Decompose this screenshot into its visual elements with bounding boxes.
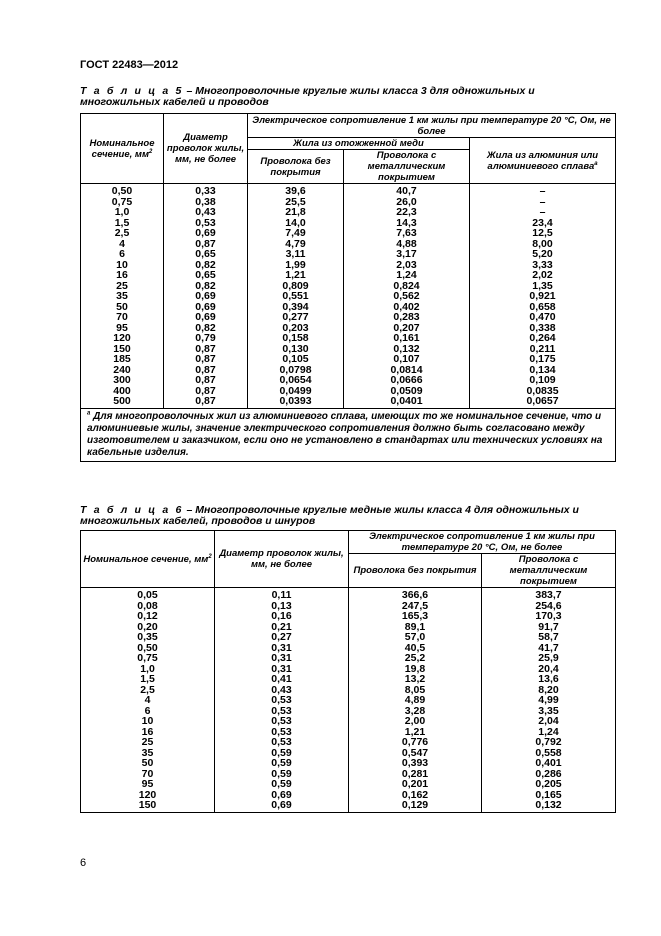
table6-cell: 0,59 — [215, 748, 349, 759]
table6-cell: 4 — [81, 695, 215, 706]
table5-cell: 0,0499 — [248, 386, 344, 397]
table6-cell: 16 — [81, 727, 215, 738]
table5-cell: 0,38 — [164, 197, 248, 208]
table6-row — [81, 779, 616, 790]
table6-row — [81, 632, 616, 643]
table5-cell: 0,0814 — [344, 365, 470, 376]
table5-cell: 0,65 — [164, 270, 248, 281]
table5-col-group: Электрическое сопротивление 1 км жилы при температуре 20 °С, Ом, не более — [248, 114, 616, 138]
table5-cell: 0,75 — [81, 197, 164, 208]
table6-cell: 0,21 — [215, 622, 349, 633]
table5-cell: 0,562 — [344, 291, 470, 302]
table5-cell: 70 — [81, 312, 164, 323]
table6-cell: 13,6 — [482, 674, 616, 685]
table6-cell: 57,0 — [349, 632, 482, 643]
table6-cell: 0,13 — [215, 601, 349, 612]
table6-cell: 25,2 — [349, 653, 482, 664]
table6-row — [81, 685, 616, 696]
table6-cell: 58,7 — [482, 632, 616, 643]
table6-cell: 0,205 — [482, 779, 616, 790]
table6-cell: 70 — [81, 769, 215, 780]
table5-cell: 0,0509 — [344, 386, 470, 397]
table6-cell: 247,5 — [349, 601, 482, 612]
table6-cell: 0,35 — [81, 632, 215, 643]
table6-cell: 0,59 — [215, 779, 349, 790]
table6-cell: 91,7 — [482, 622, 616, 633]
table5-row — [81, 207, 616, 218]
table5-cell: 150 — [81, 344, 164, 355]
table5-cell: 14,0 — [248, 218, 344, 229]
table5-cell: 12,5 — [470, 228, 616, 239]
table6-cell: 0,401 — [482, 758, 616, 769]
table5-cell: 0,0666 — [344, 375, 470, 386]
table5-cell: 40,7 — [344, 184, 470, 197]
table5-cell: 185 — [81, 354, 164, 365]
table6-cell: 0,776 — [349, 737, 482, 748]
table6-cell: 0,11 — [215, 588, 349, 601]
table5-cell: 2,5 — [81, 228, 164, 239]
table5-row — [81, 270, 616, 281]
table6-cell: 89,1 — [349, 622, 482, 633]
table6-cell: 0,53 — [215, 716, 349, 727]
table6-cell: 25,9 — [482, 653, 616, 664]
table6-cell: 0,08 — [81, 601, 215, 612]
table6-row — [81, 706, 616, 717]
table6-cell: 0,69 — [215, 800, 349, 812]
table6-row — [81, 622, 616, 633]
table6-cell: 0,27 — [215, 632, 349, 643]
table6-cell: 150 — [81, 800, 215, 812]
table5-caption-text: – Многопроволочные круглые жилы класса 3 для одножильных и многожильных кабелей и проводов — [80, 85, 535, 108]
table5-cell: 0,33 — [164, 184, 248, 197]
table6-cell: 0,286 — [482, 769, 616, 780]
table6-cell: 95 — [81, 779, 215, 790]
table6-col-bare: Проволока без покрытия — [349, 554, 482, 588]
table5-row — [81, 375, 616, 386]
table6-cell: 40,5 — [349, 643, 482, 654]
table6-cell: 0,201 — [349, 779, 482, 790]
table5-cell: 0,109 — [470, 375, 616, 386]
table6-row — [81, 716, 616, 727]
table5-cell: 0,203 — [248, 323, 344, 334]
table5-cell: 0,69 — [164, 228, 248, 239]
table5-caption-label: Т а б л и ц а 5 — [80, 85, 184, 97]
table5-cell: 0,105 — [248, 354, 344, 365]
table5-cell: 0,0393 — [248, 396, 344, 408]
table6-cell: 0,43 — [215, 685, 349, 696]
table6-cell: 0,50 — [81, 643, 215, 654]
table6-cell: 0,12 — [81, 611, 215, 622]
table5-cell: 400 — [81, 386, 164, 397]
table5-cell: 0,130 — [248, 344, 344, 355]
table5-cell: 95 — [81, 323, 164, 334]
table6-col-section: Номинальное сечение, $мм^2$ — [81, 531, 215, 588]
table6-cell: 0,132 — [482, 800, 616, 812]
table6-cell: 0,53 — [215, 727, 349, 738]
table5-cell: 0,69 — [164, 302, 248, 313]
table6-cell: 120 — [81, 790, 215, 801]
table5-cell: 0,69 — [164, 291, 248, 302]
table6-cell: 4,89 — [349, 695, 482, 706]
table6-cell: 2,00 — [349, 716, 482, 727]
table6-cell: 2,04 — [482, 716, 616, 727]
table5-cell: 0,50 — [81, 184, 164, 197]
table5-cell: 22,3 — [344, 207, 470, 218]
table5-cell: 1,99 — [248, 260, 344, 271]
table6-cell: 25 — [81, 737, 215, 748]
table5-cell: 0,82 — [164, 323, 248, 334]
table5-cell: 2,03 — [344, 260, 470, 271]
table5-cell: 1,21 — [248, 270, 344, 281]
table5-cell: 25,5 — [248, 197, 344, 208]
table5-cell: 0,402 — [344, 302, 470, 313]
table5-cell: 0,107 — [344, 354, 470, 365]
table5-cell: 0,0798 — [248, 365, 344, 376]
table5-cell: 0,277 — [248, 312, 344, 323]
table5-cell: – — [470, 184, 616, 197]
table6-cell: 2,5 — [81, 685, 215, 696]
table6-cell: 0,53 — [215, 706, 349, 717]
table5-col-subgroup: Жила из отожженной меди — [248, 138, 470, 150]
table5-cell: 39,6 — [248, 184, 344, 197]
table5-caption — [80, 86, 615, 108]
table6 — [80, 530, 616, 813]
table5-cell: 0,134 — [470, 365, 616, 376]
table5-cell: 0,0835 — [470, 386, 616, 397]
table5-cell: 4,88 — [344, 239, 470, 250]
table5-cell: 1,35 — [470, 281, 616, 292]
table5-cell: 0,394 — [248, 302, 344, 313]
table6-cell: 0,31 — [215, 643, 349, 654]
table5-cell: 0,207 — [344, 323, 470, 334]
table5-row — [81, 291, 616, 302]
table6-cell: 0,53 — [215, 737, 349, 748]
table6-cell: 0,41 — [215, 674, 349, 685]
table6-cell: 0,792 — [482, 737, 616, 748]
table5-cell: 4 — [81, 239, 164, 250]
table5-cell: 0,65 — [164, 249, 248, 260]
table5-cell: 0,87 — [164, 239, 248, 250]
table6-cell: 3,35 — [482, 706, 616, 717]
table5-cell: 0,0654 — [248, 375, 344, 386]
table5-cell: 0,87 — [164, 354, 248, 365]
table5 — [80, 113, 616, 462]
table5-col-aluminium: Жила из алюминия или алюминиевого сплава$^а$ — [470, 138, 616, 184]
table5-row — [81, 184, 616, 197]
table5-cell: 120 — [81, 333, 164, 344]
table6-cell: 0,75 — [81, 653, 215, 664]
table5-cell: 23,4 — [470, 218, 616, 229]
table5-cell: 0,69 — [164, 312, 248, 323]
table6-cell: 0,59 — [215, 769, 349, 780]
table5-cell: 0,175 — [470, 354, 616, 365]
table5-cell: 3,11 — [248, 249, 344, 260]
table5-cell: 21,8 — [248, 207, 344, 218]
table6-cell: 0,53 — [215, 695, 349, 706]
table6-row — [81, 653, 616, 664]
table6-cell: 0,558 — [482, 748, 616, 759]
table5-col-section: Номинальное сечение, $мм^2$ — [81, 114, 164, 184]
table6-caption-label: Т а б л и ц а 6 — [80, 504, 184, 516]
table5-cell: 0,551 — [248, 291, 344, 302]
table5-cell: 0,87 — [164, 375, 248, 386]
table5-cell: 3,33 — [470, 260, 616, 271]
table5-col-diameter: Диаметр проволок жилы, мм, не более — [164, 114, 248, 184]
table5-cell: 1,5 — [81, 218, 164, 229]
table6-caption — [80, 505, 615, 527]
table5-footnote: $^а$ Для многопроволочных жил из алюминиевого сплава, имеющих то же номинальное сечение, что и алюминиевые жилы, значение электрического сопротивления должно быть согласовано между изготовителем и заказчиком, если оно не установлено в стандартах или технических условиях на кабельные изделия. — [81, 408, 616, 461]
table6-cell: 1,0 — [81, 664, 215, 675]
table6-row — [81, 674, 616, 685]
table5-cell: 0,809 — [248, 281, 344, 292]
table5-cell: 4,79 — [248, 239, 344, 250]
table5-cell: 0,283 — [344, 312, 470, 323]
table6-cell: 366,6 — [349, 588, 482, 601]
table6-row — [81, 695, 616, 706]
table6-row — [81, 737, 616, 748]
table6-cell: 0,20 — [81, 622, 215, 633]
table6-cell: 19,8 — [349, 664, 482, 675]
table5-cell: 8,00 — [470, 239, 616, 250]
table5-cell: 50 — [81, 302, 164, 313]
table6-cell: 0,162 — [349, 790, 482, 801]
table6-col-group: Электрическое сопротивление 1 км жилы при температуре 20 °С, Ом, не более — [349, 531, 616, 554]
table5-cell: 0,53 — [164, 218, 248, 229]
table5-cell: 500 — [81, 396, 164, 408]
table5-cell: 0,82 — [164, 260, 248, 271]
table5-cell: 25 — [81, 281, 164, 292]
table6-cell: 8,20 — [482, 685, 616, 696]
table6-cell: 0,129 — [349, 800, 482, 812]
table5-cell: 7,49 — [248, 228, 344, 239]
table5-row — [81, 228, 616, 239]
table6-cell: 170,3 — [482, 611, 616, 622]
table5-cell: 2,02 — [470, 270, 616, 281]
table6-cell: 0,165 — [482, 790, 616, 801]
table5-col-coated: Проволока с металлическим покрытием — [344, 150, 470, 184]
table6-cell: 0,547 — [349, 748, 482, 759]
table6-cell: 1,24 — [482, 727, 616, 738]
table6-cell: 0,69 — [215, 790, 349, 801]
table6-row — [81, 643, 616, 654]
table5-cell: 0,211 — [470, 344, 616, 355]
page-number: 6 — [80, 857, 87, 869]
table6-cell: 8,05 — [349, 685, 482, 696]
table5-cell: 26,0 — [344, 197, 470, 208]
document-header: ГОСТ 22483—2012 — [80, 59, 179, 71]
table6-cell: 13,2 — [349, 674, 482, 685]
table6-cell: 3,28 — [349, 706, 482, 717]
table5-cell: 240 — [81, 365, 164, 376]
table6-cell: 10 — [81, 716, 215, 727]
table5-cell: 0,87 — [164, 365, 248, 376]
table6-cell: 254,6 — [482, 601, 616, 612]
table6-caption-text: – Многопроволочные круглые медные жилы класса 4 для одножильных и многожильных кабелей, проводов и шнуров — [80, 504, 579, 527]
table5-cell: 0,161 — [344, 333, 470, 344]
table5-cell: 5,20 — [470, 249, 616, 260]
table5-row — [81, 249, 616, 260]
table5-row — [81, 354, 616, 365]
table6-cell: 0,281 — [349, 769, 482, 780]
table6-row — [81, 611, 616, 622]
table6-row — [81, 664, 616, 675]
table5-cell: 0,87 — [164, 386, 248, 397]
table5-row — [81, 333, 616, 344]
table5-col-bare: Проволока без покрытия — [248, 150, 344, 184]
table5-cell: 0,470 — [470, 312, 616, 323]
table5-row — [81, 396, 616, 408]
table6-cell: 1,5 — [81, 674, 215, 685]
table5-cell: 6 — [81, 249, 164, 260]
table5-cell: – — [470, 197, 616, 208]
table5-cell: 0,264 — [470, 333, 616, 344]
table5-row — [81, 312, 616, 323]
table5-cell: 0,921 — [470, 291, 616, 302]
table6-row — [81, 588, 616, 601]
table6-row — [81, 758, 616, 769]
table5-cell: 14,3 — [344, 218, 470, 229]
table5-row — [81, 197, 616, 208]
table6-cell: 20,4 — [482, 664, 616, 675]
table5-cell: 0,158 — [248, 333, 344, 344]
table6-cell: 383,7 — [482, 588, 616, 601]
table6-cell: 50 — [81, 758, 215, 769]
table5-cell: 0,82 — [164, 281, 248, 292]
table5-cell: – — [470, 207, 616, 218]
table5-cell: 0,338 — [470, 323, 616, 334]
table6-col-coated: Проволока с металлическим покрытием — [482, 554, 616, 588]
table5-cell: 0,0401 — [344, 396, 470, 408]
table5-cell: 1,24 — [344, 270, 470, 281]
table5-cell: 0,824 — [344, 281, 470, 292]
table5-cell: 0,0657 — [470, 396, 616, 408]
table6-cell: 0,31 — [215, 653, 349, 664]
table6-cell: 1,21 — [349, 727, 482, 738]
table6-cell: 165,3 — [349, 611, 482, 622]
table6-cell: 0,31 — [215, 664, 349, 675]
table5-cell: 3,17 — [344, 249, 470, 260]
table6-cell: 0,16 — [215, 611, 349, 622]
table5-cell: 0,87 — [164, 344, 248, 355]
table5-cell: 10 — [81, 260, 164, 271]
table5-cell: 300 — [81, 375, 164, 386]
table6-cell: 41,7 — [482, 643, 616, 654]
table6-cell: 4,99 — [482, 695, 616, 706]
table5-cell: 0,87 — [164, 396, 248, 408]
table6-cell: 6 — [81, 706, 215, 717]
table6-row — [81, 800, 616, 812]
table6-col-diameter: Диаметр проволок жилы, мм, не более — [215, 531, 349, 588]
table5-cell: 1,0 — [81, 207, 164, 218]
table5-cell: 16 — [81, 270, 164, 281]
table5-cell: 0,658 — [470, 302, 616, 313]
table5-cell: 0,43 — [164, 207, 248, 218]
table6-cell: 0,59 — [215, 758, 349, 769]
table5-cell: 7,63 — [344, 228, 470, 239]
table6-cell: 0,05 — [81, 588, 215, 601]
table5-cell: 35 — [81, 291, 164, 302]
table6-cell: 0,393 — [349, 758, 482, 769]
table5-cell: 0,132 — [344, 344, 470, 355]
table5-cell: 0,79 — [164, 333, 248, 344]
table6-cell: 35 — [81, 748, 215, 759]
